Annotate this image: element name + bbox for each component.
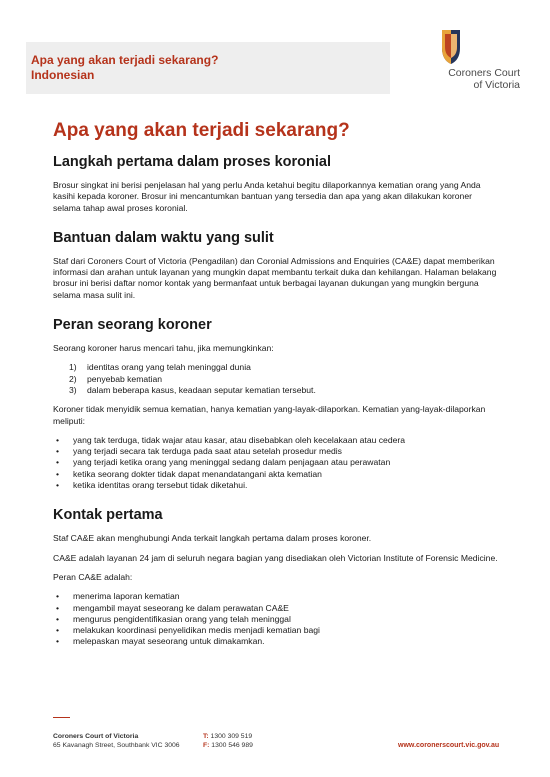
- paragraph-kontak-3: Peran CA&E adalah:: [53, 571, 133, 582]
- paragraph-peran-intro: Seorang koroner harus mencari tahu, jika memungkinkan:: [53, 343, 274, 354]
- header-title: [31, 53, 218, 83]
- heading-kontak: Kontak pertama: [53, 507, 163, 524]
- footer-address: 65 Kavanagh Street, Southbank VIC 3006: [53, 742, 180, 749]
- list-item: • yang terjadi ketika orang yang meninggal sedang dalam penjagaan atau perawatan: [56, 457, 391, 468]
- bullet-list-peran: [53, 435, 501, 491]
- list-item: • ketika seorang dokter tidak dapat menandatangani akta kematian: [56, 468, 322, 479]
- heading-langkah: Langkah pertama dalam proses koronial: [53, 154, 332, 170]
- list-item: • menerima laporan kematian: [56, 591, 180, 602]
- bullet-list-kontak: [53, 591, 501, 647]
- main-content: [53, 120, 501, 656]
- paragraph-bantuan: Staf dari Coroners Court of Victoria (Pengadilan) dan Coronial Admissions and Enquiries (CA&E) dapat memberikan informasi dan arahan untuk layanan yang mungkin dapat membantu terkait duka dan kehilangan. Halaman belakang brosur ini berisi daftar nomor kontak yang bermanfaat untuk berbagai layanan dukungan yang mungkin berguna selama masa sulit ini.: [53, 255, 497, 300]
- bullet-icon: •: [56, 625, 60, 636]
- list-item: • yang terjadi secara tak terduga pada saat atau setelah prosedur medis: [56, 446, 342, 457]
- paragraph-langkah: Brosur singkat ini berisi penjelasan hal yang perlu Anda ketahui begitu dilaporkannya kematian orang yang Anda kasihi kepada koroner. Brosur ini mencantumkan bantuan yang tersedia dan apa yang akan dilakukan koroner selama tahap awal proses koronial.: [53, 180, 481, 213]
- logo-text: [424, 67, 520, 91]
- list-item: • mengurus pengidentifikasian orang yang telah meninggal: [56, 613, 291, 624]
- bullet-icon: •: [56, 602, 60, 613]
- header-title-line2: Indonesian: [31, 68, 95, 82]
- footer-divider: [53, 717, 70, 718]
- paragraph-kontak-2: CA&E adalah layanan 24 jam di seluruh negara bagian yang disediakan oleh Victorian Institute of Forensic Medicine.: [53, 552, 498, 563]
- list-item: 3) dalam beberapa kasus, keadaan seputar kematian tersebut.: [69, 384, 316, 395]
- footer-website-link[interactable]: www.coronerscourt.vic.gov.au: [398, 742, 500, 749]
- bullet-icon: •: [56, 480, 60, 491]
- paragraph-peran-2: Koroner tidak menyidik semua kematian, hanya kematian yang-layak-dilaporkan. Kematian yang-layak-dilaporkan meliputi:: [53, 404, 486, 426]
- list-item: • melakukan koordinasi penyelidikan medis menjadi kematian bagi: [56, 625, 320, 636]
- list-item: • mengambil mayat seseorang ke dalam perawatan CA&E: [56, 602, 289, 613]
- bullet-icon: •: [56, 446, 60, 457]
- paragraph-kontak-1: Staf CA&E akan menghubungi Anda terkait langkah pertama dalam proses koroner.: [53, 533, 372, 544]
- numbered-list-peran: [53, 362, 501, 396]
- footer-contact-block: [203, 732, 253, 750]
- list-item: • yang tak terduga, tidak wajar atau kasar, atau disebabkan oleh kecelakaan atau cedera: [56, 434, 406, 445]
- logo-line2: of Victoria: [473, 79, 520, 91]
- bullet-icon: •: [56, 468, 60, 479]
- page-title: Apa yang akan terjadi sekarang?: [53, 120, 350, 141]
- list-item: 2) penyebab kematian: [69, 373, 163, 384]
- footer-org: Coroners Court of Victoria: [53, 733, 139, 740]
- list-item: • melepaskan mayat seseorang untuk dimakamkan.: [56, 636, 265, 647]
- footer-address-block: [53, 732, 180, 750]
- bullet-icon: •: [56, 613, 60, 624]
- logo-line1: Coroners Court: [448, 67, 520, 79]
- heading-peran: Peran seorang koroner: [53, 317, 212, 334]
- footer-fax: F: 1300 546 989: [203, 742, 253, 749]
- list-item: • ketika identitas orang tersebut tidak diketahui.: [56, 480, 248, 491]
- list-item: 1) identitas orang yang telah meninggal dunia: [69, 362, 251, 373]
- bullet-icon: •: [56, 591, 60, 602]
- bullet-icon: •: [56, 636, 60, 647]
- footer-phone: T: 1300 309 519: [203, 733, 253, 740]
- header-title-line1: Apa yang akan terjadi sekarang?: [31, 53, 219, 67]
- heading-bantuan: Bantuan dalam waktu yang sulit: [53, 229, 274, 246]
- bullet-icon: •: [56, 457, 60, 468]
- bullet-icon: •: [56, 434, 60, 445]
